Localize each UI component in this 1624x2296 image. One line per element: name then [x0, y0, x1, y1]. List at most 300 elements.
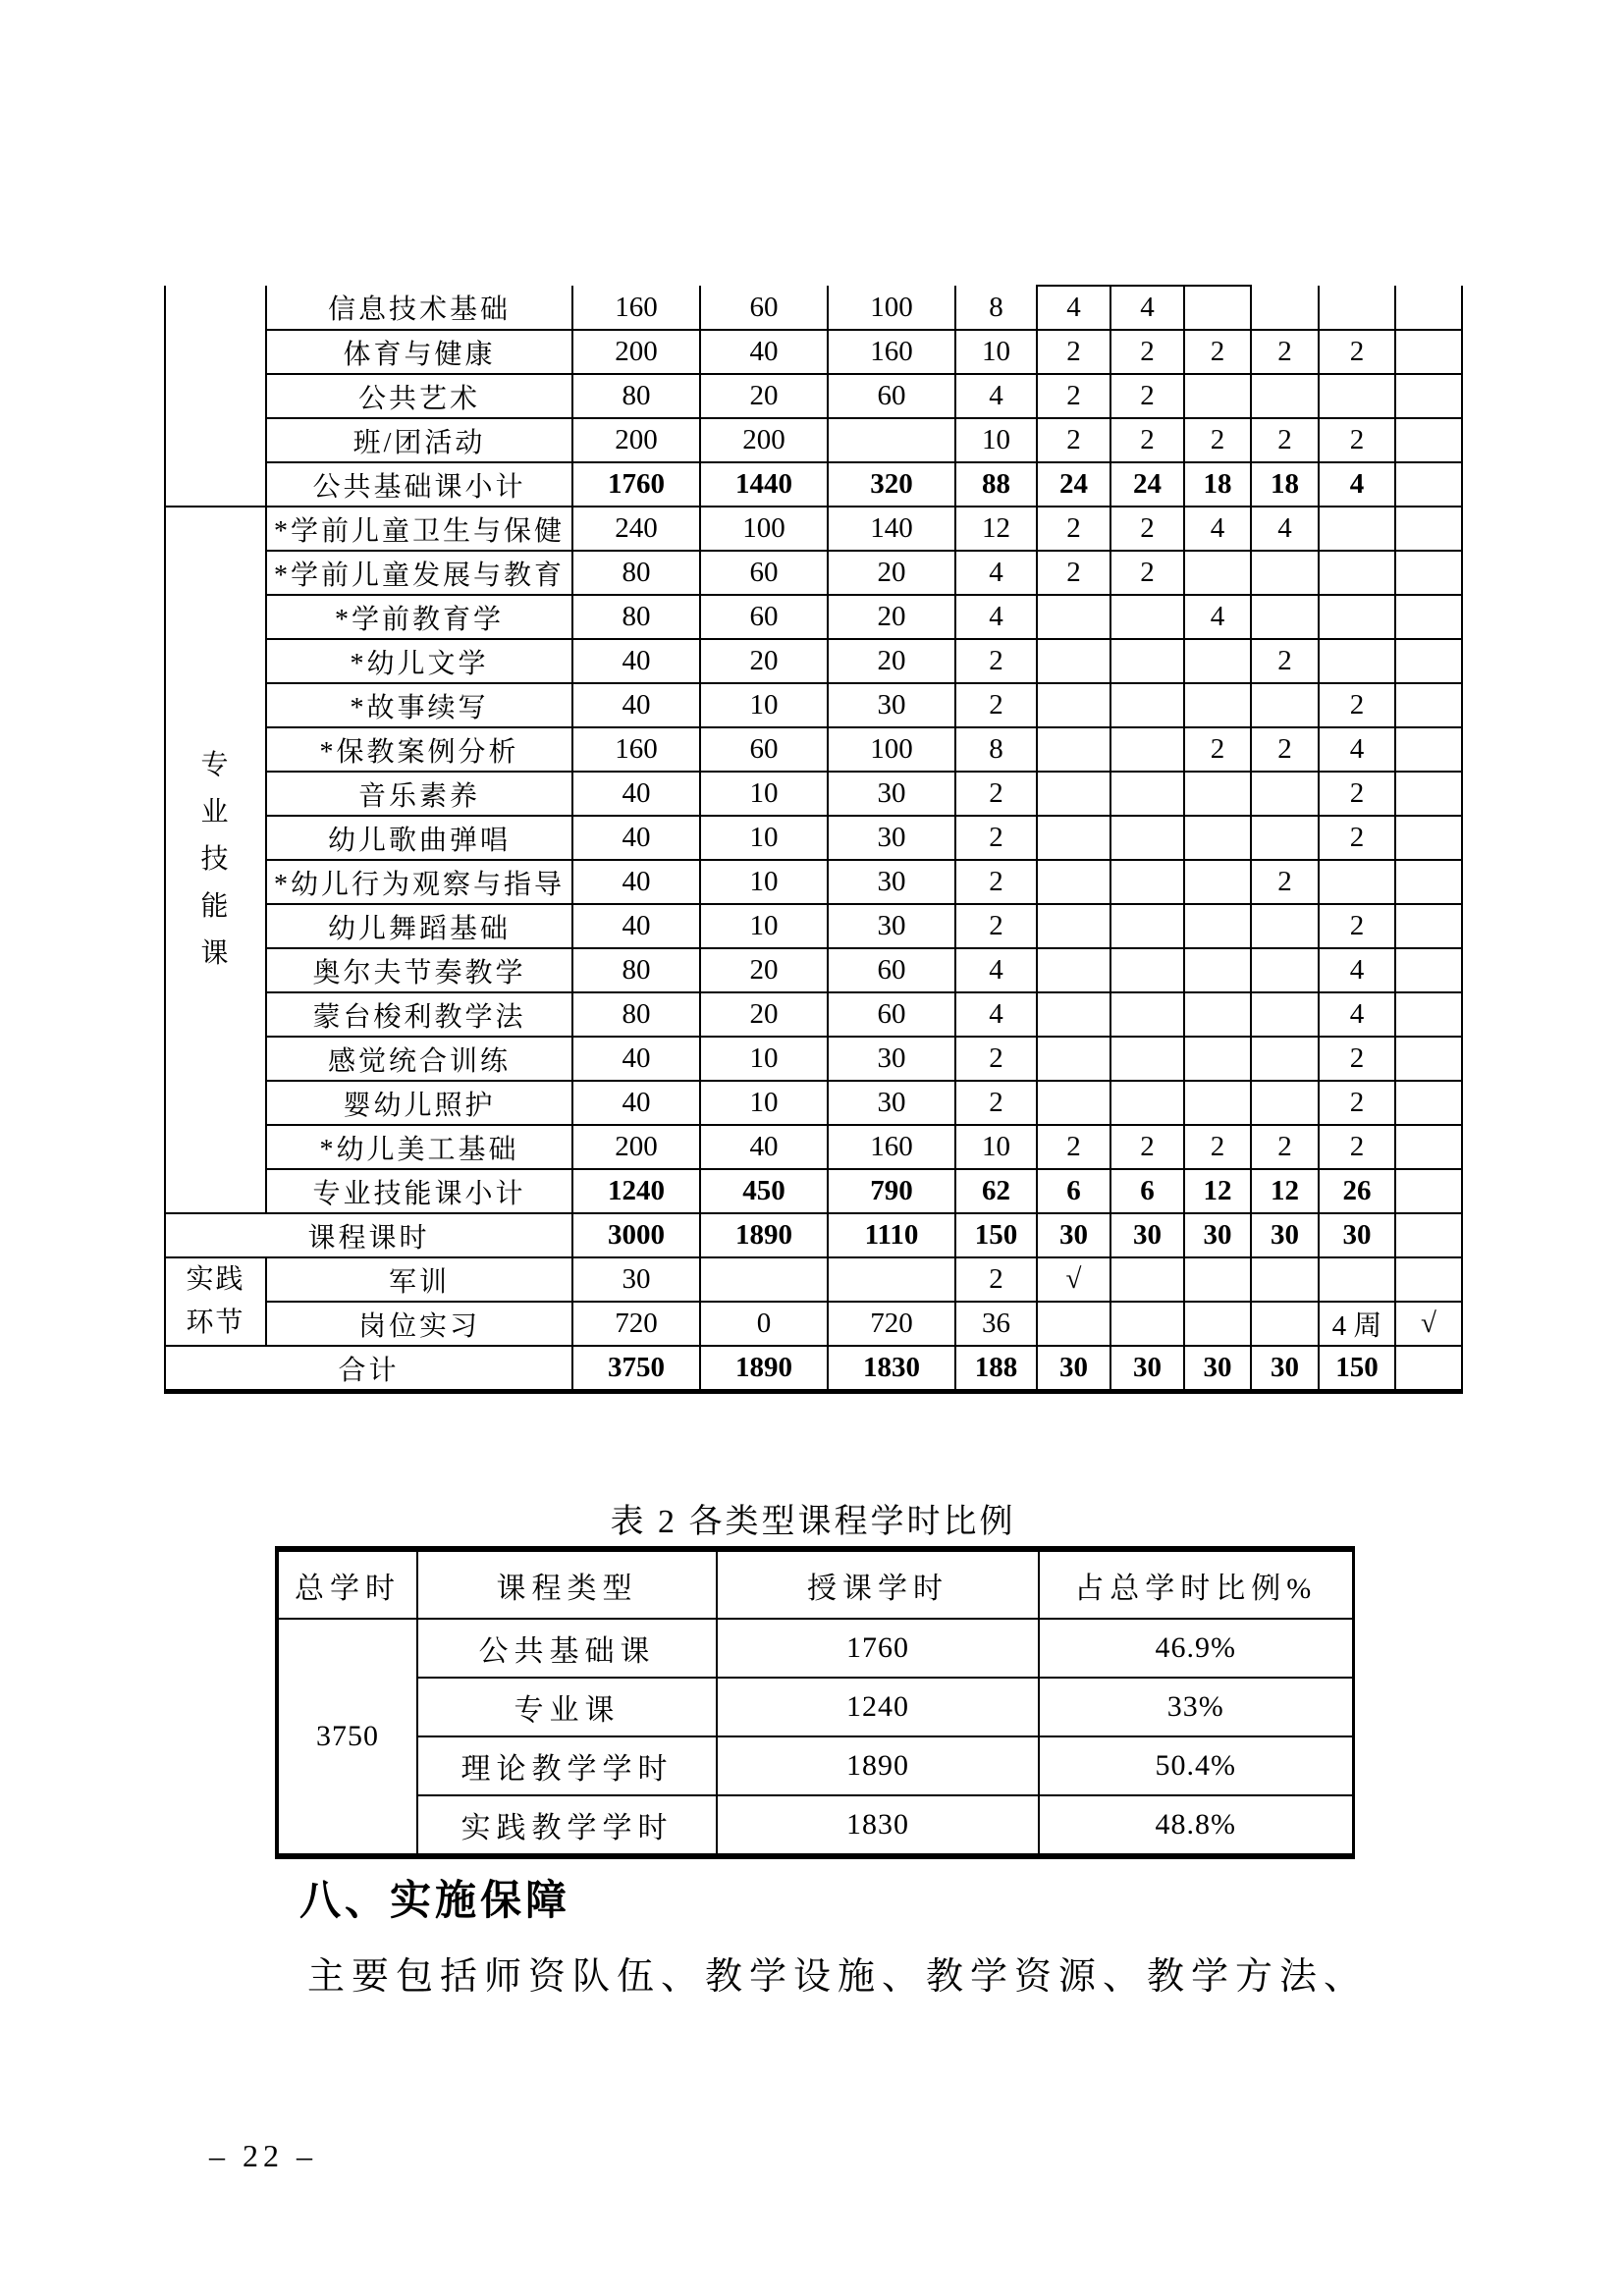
value-cell: 50.4%	[1039, 1736, 1353, 1795]
total-hours-cell: 3750	[277, 1619, 417, 1856]
value-cell	[1319, 507, 1395, 551]
value-cell: 30	[572, 1257, 700, 1302]
value-cell	[1184, 860, 1251, 904]
value-cell: 24	[1110, 462, 1184, 507]
table-row	[165, 1302, 1462, 1346]
table-row	[277, 1736, 1353, 1795]
value-cell: 10	[700, 683, 828, 727]
course-name-cell: *学前儿童卫生与保健	[266, 507, 572, 551]
value-cell: 2	[1037, 507, 1110, 551]
value-cell	[1319, 595, 1395, 639]
value-cell	[1395, 727, 1462, 772]
course-name-cell: 蒙台梭利教学法	[266, 992, 572, 1037]
value-cell	[1184, 1081, 1251, 1125]
value-cell: 4	[1184, 507, 1251, 551]
value-cell: 80	[572, 948, 700, 992]
value-cell: 40	[572, 683, 700, 727]
value-cell	[1184, 948, 1251, 992]
table-row	[165, 639, 1462, 683]
course-name-cell: *幼儿文学	[266, 639, 572, 683]
value-cell: 1830	[717, 1795, 1039, 1856]
value-cell: 1110	[828, 1213, 955, 1257]
value-cell	[1037, 948, 1110, 992]
value-cell: 12	[955, 507, 1037, 551]
table-row	[165, 683, 1462, 727]
curriculum-table	[164, 285, 1463, 1394]
value-cell	[1251, 1081, 1319, 1125]
course-name-cell: *学前儿童发展与教育	[266, 551, 572, 595]
value-cell: 2	[1319, 1037, 1395, 1081]
value-cell: 60	[828, 992, 955, 1037]
value-cell: 12	[1184, 1169, 1251, 1213]
value-cell	[1184, 286, 1251, 330]
value-cell: 80	[572, 374, 700, 418]
table2-caption: 表 2 各类型课程学时比例	[610, 1504, 1016, 1540]
value-cell: 80	[572, 992, 700, 1037]
value-cell: 6	[1037, 1169, 1110, 1213]
value-cell	[1110, 1257, 1184, 1302]
value-cell: 2	[1110, 507, 1184, 551]
value-cell	[828, 1257, 955, 1302]
value-cell	[1395, 418, 1462, 462]
course-name-cell: *幼儿行为观察与指导	[266, 860, 572, 904]
value-cell: 30	[828, 1037, 955, 1081]
value-cell: 4	[955, 595, 1037, 639]
value-cell: 0	[700, 1302, 828, 1346]
value-cell	[1110, 1302, 1184, 1346]
value-cell: 10	[955, 418, 1037, 462]
value-cell: 160	[828, 330, 955, 374]
value-cell: 720	[572, 1302, 700, 1346]
value-cell	[1110, 639, 1184, 683]
value-cell: 2	[1319, 816, 1395, 860]
value-cell: 60	[700, 286, 828, 330]
value-cell: 18	[1251, 462, 1319, 507]
value-cell	[1251, 595, 1319, 639]
value-cell	[1251, 948, 1319, 992]
value-cell: 2	[955, 1081, 1037, 1125]
value-cell: 140	[828, 507, 955, 551]
value-cell	[1251, 286, 1319, 330]
value-cell: 2	[1110, 418, 1184, 462]
value-cell: 33%	[1039, 1678, 1353, 1736]
value-cell: 2	[1037, 551, 1110, 595]
value-cell: 4	[1251, 507, 1319, 551]
value-cell	[1110, 595, 1184, 639]
value-cell: 4	[955, 992, 1037, 1037]
course-name-cell: 公共艺术	[266, 374, 572, 418]
table-row	[277, 1619, 1353, 1678]
value-cell	[1395, 772, 1462, 816]
value-cell: 1890	[700, 1213, 828, 1257]
course-type-cell: 公共基础课	[417, 1619, 717, 1678]
value-cell: 30	[1184, 1346, 1251, 1392]
course-name-cell: 奥尔夫节奏教学	[266, 948, 572, 992]
course-name-cell: 感觉统合训练	[266, 1037, 572, 1081]
value-cell: 2	[955, 1037, 1037, 1081]
course-name-cell: 岗位实习	[266, 1302, 572, 1346]
value-cell	[1037, 595, 1110, 639]
value-cell: 200	[572, 418, 700, 462]
value-cell: 10	[700, 860, 828, 904]
value-cell	[700, 1257, 828, 1302]
value-cell: 30	[828, 860, 955, 904]
table-row	[165, 1213, 1462, 1257]
table-row	[277, 1795, 1353, 1856]
value-cell	[1251, 374, 1319, 418]
table-row	[165, 816, 1462, 860]
value-cell: 2	[955, 904, 1037, 948]
table-row	[165, 330, 1462, 374]
value-cell: 20	[700, 639, 828, 683]
value-cell: 80	[572, 595, 700, 639]
value-cell: 2	[955, 1257, 1037, 1302]
value-cell	[1037, 1037, 1110, 1081]
value-cell: 60	[700, 551, 828, 595]
hours-ratio-table	[275, 1546, 1355, 1859]
value-cell: 2	[955, 772, 1037, 816]
value-cell: 30	[828, 1081, 955, 1125]
value-cell	[1319, 551, 1395, 595]
value-cell: 2	[955, 683, 1037, 727]
value-cell	[1395, 374, 1462, 418]
value-cell: 2	[1110, 1125, 1184, 1169]
value-cell	[1251, 1257, 1319, 1302]
value-cell	[1251, 1037, 1319, 1081]
value-cell	[1037, 860, 1110, 904]
value-cell	[1395, 639, 1462, 683]
table-row	[165, 1125, 1462, 1169]
value-cell: 2	[1037, 330, 1110, 374]
value-cell: 1760	[717, 1619, 1039, 1678]
value-cell: 160	[828, 1125, 955, 1169]
course-name-cell: 体育与健康	[266, 330, 572, 374]
value-cell	[1395, 816, 1462, 860]
table-row	[165, 948, 1462, 992]
value-cell: 240	[572, 507, 700, 551]
value-cell: 30	[1319, 1213, 1395, 1257]
value-cell: 1760	[572, 462, 700, 507]
value-cell	[1395, 992, 1462, 1037]
value-cell: 100	[828, 727, 955, 772]
value-cell: 188	[955, 1346, 1037, 1392]
value-cell	[1037, 904, 1110, 948]
course-name-cell: 课程课时	[165, 1213, 572, 1257]
value-cell: √	[1037, 1257, 1110, 1302]
value-cell	[1037, 772, 1110, 816]
value-cell	[1319, 374, 1395, 418]
value-cell: 2	[955, 639, 1037, 683]
value-cell	[1110, 772, 1184, 816]
table-row	[165, 992, 1462, 1037]
value-cell	[1110, 727, 1184, 772]
value-cell	[1395, 1037, 1462, 1081]
course-name-cell: 军训	[266, 1257, 572, 1302]
value-cell: 1890	[700, 1346, 828, 1392]
value-cell	[1184, 551, 1251, 595]
value-cell	[1319, 286, 1395, 330]
value-cell	[1184, 683, 1251, 727]
value-cell: 30	[1251, 1346, 1319, 1392]
value-cell	[1395, 1169, 1462, 1213]
category-cell	[165, 1257, 266, 1346]
value-cell: 4 周	[1319, 1302, 1395, 1346]
value-cell: 10	[700, 1081, 828, 1125]
value-cell	[1251, 992, 1319, 1037]
value-cell: 30	[1251, 1213, 1319, 1257]
value-cell	[1395, 462, 1462, 507]
header-row	[277, 1549, 1353, 1619]
value-cell	[1037, 639, 1110, 683]
value-cell	[1037, 1081, 1110, 1125]
value-cell: 30	[1184, 1213, 1251, 1257]
value-cell: 4	[955, 948, 1037, 992]
value-cell	[1184, 992, 1251, 1037]
course-name-cell: *幼儿美工基础	[266, 1125, 572, 1169]
course-name-cell: 婴幼儿照护	[266, 1081, 572, 1125]
value-cell	[1395, 507, 1462, 551]
value-cell: 1440	[700, 462, 828, 507]
value-cell: 8	[955, 727, 1037, 772]
category-cell	[165, 507, 266, 1213]
value-cell	[1037, 683, 1110, 727]
table-row	[165, 860, 1462, 904]
value-cell: 10	[700, 816, 828, 860]
value-cell: 2	[1251, 860, 1319, 904]
value-cell: 2	[955, 860, 1037, 904]
value-cell: 10	[955, 330, 1037, 374]
value-cell: 200	[572, 1125, 700, 1169]
value-cell: 200	[700, 418, 828, 462]
value-cell: 3000	[572, 1213, 700, 1257]
value-cell: 2	[1110, 374, 1184, 418]
value-cell: 2	[1319, 772, 1395, 816]
value-cell: 8	[955, 286, 1037, 330]
value-cell: 790	[828, 1169, 955, 1213]
value-cell: 60	[828, 948, 955, 992]
value-cell	[1251, 683, 1319, 727]
value-cell: 2	[1251, 727, 1319, 772]
value-cell: 4	[1319, 727, 1395, 772]
value-cell: 40	[572, 1081, 700, 1125]
value-cell: 46.9%	[1039, 1619, 1353, 1678]
value-cell: 320	[828, 462, 955, 507]
value-cell	[1110, 683, 1184, 727]
value-cell: 20	[700, 948, 828, 992]
value-cell: 24	[1037, 462, 1110, 507]
value-cell: 2	[1251, 639, 1319, 683]
value-cell: 2	[1184, 727, 1251, 772]
value-cell	[1319, 860, 1395, 904]
value-cell	[1110, 860, 1184, 904]
course-name-cell: *保教案例分析	[266, 727, 572, 772]
value-cell: 2	[1037, 1125, 1110, 1169]
value-cell	[1037, 816, 1110, 860]
course-type-cell: 实践教学学时	[417, 1795, 717, 1856]
value-cell: 40	[572, 1037, 700, 1081]
value-cell: 60	[700, 727, 828, 772]
category-label: 业	[200, 797, 231, 828]
table-row	[165, 904, 1462, 948]
table-row	[165, 1037, 1462, 1081]
course-name-cell: *学前教育学	[266, 595, 572, 639]
course-name-cell: 幼儿歌曲弹唱	[266, 816, 572, 860]
value-cell: 88	[955, 462, 1037, 507]
value-cell	[1251, 1302, 1319, 1346]
value-cell: 100	[700, 507, 828, 551]
value-cell: 3750	[572, 1346, 700, 1392]
value-cell: 40	[700, 1125, 828, 1169]
value-cell: 12	[1251, 1169, 1319, 1213]
value-cell	[1037, 992, 1110, 1037]
table-row	[165, 551, 1462, 595]
value-cell: 40	[572, 904, 700, 948]
value-cell: 40	[572, 639, 700, 683]
value-cell: 450	[700, 1169, 828, 1213]
value-cell: 100	[828, 286, 955, 330]
value-cell: 30	[1110, 1346, 1184, 1392]
value-cell: 2	[1319, 1125, 1395, 1169]
table-row	[165, 507, 1462, 551]
value-cell	[1037, 1302, 1110, 1346]
value-cell: 1890	[717, 1736, 1039, 1795]
value-cell: 20	[700, 992, 828, 1037]
value-cell: 2	[955, 816, 1037, 860]
value-cell	[1110, 904, 1184, 948]
value-cell: 30	[1037, 1346, 1110, 1392]
value-cell: 2	[1110, 330, 1184, 374]
value-cell: 60	[828, 374, 955, 418]
value-cell: 2	[1251, 418, 1319, 462]
category-label: 实践	[186, 1264, 245, 1295]
value-cell: 4	[1110, 286, 1184, 330]
table-row	[165, 1257, 1462, 1302]
page-number: – 22 –	[209, 2138, 317, 2173]
value-cell: 2	[1319, 1081, 1395, 1125]
course-name-cell: 专业技能课小计	[266, 1169, 572, 1213]
value-cell	[1395, 1257, 1462, 1302]
value-cell: 80	[572, 551, 700, 595]
value-cell: 2	[1184, 1125, 1251, 1169]
value-cell	[1395, 551, 1462, 595]
value-cell	[1110, 948, 1184, 992]
value-cell: 2	[1037, 374, 1110, 418]
category-label: 课	[200, 938, 231, 969]
value-cell: 150	[955, 1213, 1037, 1257]
value-cell: 40	[572, 772, 700, 816]
table-row	[165, 374, 1462, 418]
category-label: 能	[200, 891, 231, 922]
value-cell	[1110, 992, 1184, 1037]
value-cell	[1395, 948, 1462, 992]
value-cell: 62	[955, 1169, 1037, 1213]
value-cell: 4	[1319, 992, 1395, 1037]
value-cell: 2	[1184, 330, 1251, 374]
value-cell: 1240	[572, 1169, 700, 1213]
value-cell: 10	[700, 904, 828, 948]
value-cell: 2	[1319, 904, 1395, 948]
value-cell: 20	[828, 639, 955, 683]
value-cell: 20	[828, 551, 955, 595]
value-cell: 30	[828, 816, 955, 860]
table-row	[165, 1081, 1462, 1125]
value-cell	[1037, 727, 1110, 772]
value-cell: 2	[1319, 330, 1395, 374]
value-cell	[1251, 551, 1319, 595]
value-cell	[1319, 1257, 1395, 1302]
value-cell: 1240	[717, 1678, 1039, 1736]
value-cell	[828, 418, 955, 462]
value-cell: 2	[1037, 418, 1110, 462]
table-row	[165, 772, 1462, 816]
value-cell: 4	[1319, 948, 1395, 992]
value-cell: 48.8%	[1039, 1795, 1353, 1856]
course-type-cell: 专业课	[417, 1678, 717, 1736]
value-cell: 2	[1184, 418, 1251, 462]
value-cell	[1184, 639, 1251, 683]
value-cell: 2	[1110, 551, 1184, 595]
category-label: 专	[200, 750, 231, 780]
value-cell: 4	[1319, 462, 1395, 507]
category-label: 技	[200, 844, 231, 875]
value-cell: 2	[1251, 330, 1319, 374]
value-cell: 40	[572, 816, 700, 860]
course-name-cell: 音乐素养	[266, 772, 572, 816]
value-cell	[1184, 816, 1251, 860]
table-row	[165, 1169, 1462, 1213]
value-cell: 30	[828, 683, 955, 727]
value-cell: 4	[955, 374, 1037, 418]
value-cell: 18	[1184, 462, 1251, 507]
category-cell	[165, 286, 266, 507]
value-cell	[1110, 816, 1184, 860]
header-cell: 授课学时	[717, 1549, 1039, 1619]
value-cell	[1184, 772, 1251, 816]
value-cell: 4	[955, 551, 1037, 595]
value-cell: 720	[828, 1302, 955, 1346]
category-label: 环节	[186, 1308, 245, 1338]
value-cell: 36	[955, 1302, 1037, 1346]
value-cell	[1395, 1081, 1462, 1125]
table-row	[165, 1346, 1462, 1392]
value-cell: 6	[1110, 1169, 1184, 1213]
value-cell	[1251, 816, 1319, 860]
table-row	[165, 727, 1462, 772]
value-cell	[1110, 1037, 1184, 1081]
value-cell	[1251, 772, 1319, 816]
value-cell	[1110, 1081, 1184, 1125]
hours-ratio-table-body	[277, 1549, 1353, 1856]
value-cell: 2	[1319, 418, 1395, 462]
course-name-cell: *故事续写	[266, 683, 572, 727]
header-cell: 占总学时比例%	[1039, 1549, 1353, 1619]
value-cell: 2	[1251, 1125, 1319, 1169]
value-cell	[1395, 330, 1462, 374]
value-cell: 30	[1110, 1213, 1184, 1257]
value-cell	[1395, 286, 1462, 330]
table-row	[165, 286, 1462, 330]
table-row	[165, 418, 1462, 462]
value-cell	[1184, 904, 1251, 948]
section-heading: 八、实施保障	[299, 1877, 571, 1923]
value-cell	[1251, 904, 1319, 948]
value-cell: 30	[828, 904, 955, 948]
value-cell	[1395, 595, 1462, 639]
value-cell	[1184, 1257, 1251, 1302]
value-cell: 160	[572, 727, 700, 772]
course-name-cell: 公共基础课小计	[266, 462, 572, 507]
value-cell	[1395, 1125, 1462, 1169]
